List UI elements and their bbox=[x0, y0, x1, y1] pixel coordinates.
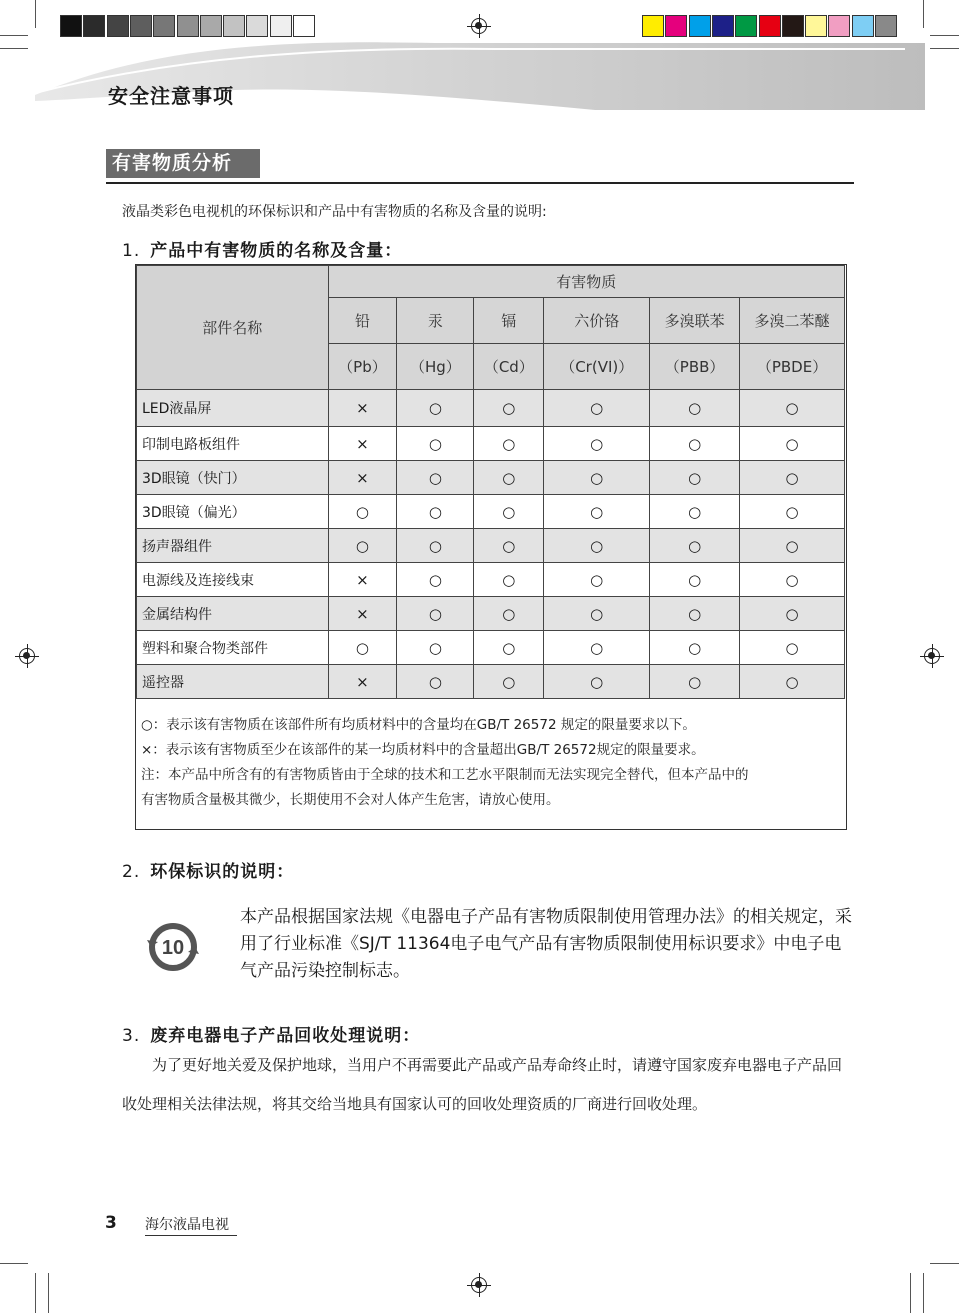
substance-mark-cell: ○ bbox=[397, 427, 474, 461]
registration-mark-icon bbox=[471, 18, 487, 34]
trim-mark bbox=[0, 48, 28, 49]
table-row bbox=[137, 631, 845, 665]
substance-mark-cell: ○ bbox=[474, 529, 544, 563]
color-swatch bbox=[828, 15, 850, 37]
color-swatch bbox=[83, 15, 105, 37]
substance-mark-cell: ○ bbox=[740, 427, 845, 461]
substance-mark-cell: ○ bbox=[740, 461, 845, 495]
section-2-heading bbox=[122, 857, 294, 882]
table-notes bbox=[141, 713, 841, 813]
footer-rule bbox=[145, 1235, 237, 1236]
color-swatch bbox=[153, 15, 175, 37]
substance-mark-cell: ○ bbox=[474, 631, 544, 665]
part-name-cell: 印制电路板组件 bbox=[137, 427, 329, 461]
part-name-cell: 电源线及连接线束 bbox=[137, 563, 329, 597]
trim-mark bbox=[35, 1273, 36, 1313]
substance-mark-cell: ○ bbox=[397, 390, 474, 427]
substance-mark-cell: ○ bbox=[397, 461, 474, 495]
color-swatch bbox=[246, 15, 268, 37]
trim-mark bbox=[910, 1273, 911, 1313]
substance-symbol: （Cd） bbox=[474, 344, 544, 390]
substance-mark-cell: ○ bbox=[397, 495, 474, 529]
table-row bbox=[137, 427, 845, 461]
color-swatch bbox=[177, 15, 199, 37]
substance-mark-cell: ○ bbox=[544, 495, 650, 529]
hazard-table bbox=[135, 264, 847, 830]
table-row bbox=[137, 563, 845, 597]
substance-mark-cell: ○ bbox=[397, 597, 474, 631]
table-row bbox=[137, 597, 845, 631]
substance-mark-cell: × bbox=[328, 665, 397, 699]
part-name-cell: 扬声器组件 bbox=[137, 529, 329, 563]
substance-mark-cell: ○ bbox=[544, 597, 650, 631]
substance-mark-cell: ○ bbox=[650, 597, 740, 631]
substance-mark-cell: ○ bbox=[544, 461, 650, 495]
section-2-number: 2. bbox=[122, 862, 141, 882]
color-swatch bbox=[642, 15, 664, 37]
substance-symbol: （PBB） bbox=[650, 344, 740, 390]
table-row bbox=[137, 390, 845, 427]
registration-mark-icon bbox=[19, 648, 35, 664]
part-name-cell: 3D眼镜（偏光） bbox=[137, 495, 329, 529]
section-divider bbox=[106, 182, 854, 184]
color-swatch bbox=[805, 15, 827, 37]
substance-mark-cell: × bbox=[328, 597, 397, 631]
substance-header: 多溴二苯醚 bbox=[740, 298, 845, 344]
section-tag: 有害物质分析 bbox=[106, 149, 260, 178]
substance-mark-cell: ○ bbox=[740, 631, 845, 665]
section-3-title: 废弃电器电子产品回收处理说明： bbox=[150, 1026, 421, 1046]
substance-mark-cell: ○ bbox=[740, 529, 845, 563]
section-3-text: 为了更好地关爱及保护地球，当用户不再需要此产品或产品寿命终止时，请遵守国家废弃电器电子产品回收处理相关法律法规，将其交给当地具有国家认可的回收处理资质的厂商进行回收处理。 bbox=[122, 1056, 843, 1113]
trim-mark bbox=[930, 48, 959, 49]
substance-mark-cell: ○ bbox=[650, 529, 740, 563]
substance-symbol: （PBDE） bbox=[740, 344, 845, 390]
substance-mark-cell: ○ bbox=[740, 597, 845, 631]
section-3-number: 3. bbox=[122, 1026, 141, 1046]
table-row bbox=[137, 461, 845, 495]
footer-brand: 海尔液晶电视 bbox=[145, 1217, 229, 1233]
page-number: 3 bbox=[105, 1213, 117, 1233]
substance-mark-cell: ○ bbox=[397, 665, 474, 699]
color-swatch bbox=[665, 15, 687, 37]
trim-mark bbox=[923, 1273, 924, 1313]
trim-mark bbox=[48, 1273, 49, 1313]
section-2-title: 环保标识的说明： bbox=[150, 862, 295, 882]
substance-mark-cell: ○ bbox=[474, 427, 544, 461]
substance-mark-cell: ○ bbox=[474, 563, 544, 597]
trim-mark bbox=[930, 35, 959, 36]
substance-symbol: （Cr(VI)） bbox=[544, 344, 650, 390]
trim-mark bbox=[930, 1263, 959, 1264]
color-swatch bbox=[875, 15, 897, 37]
substance-mark-cell: ○ bbox=[544, 563, 650, 597]
substance-mark-cell: ○ bbox=[740, 665, 845, 699]
section-2-text: 本产品根据国家法规《电器电子产品有害物质限制使用管理办法》的相关规定，采用了行业标准《SJ/T 11364电子电气产品有害物质限制使用标识要求》中电子电气产品污染控制标志。 bbox=[240, 907, 852, 981]
substance-mark-cell: ○ bbox=[328, 631, 397, 665]
substance-mark-cell: ○ bbox=[650, 665, 740, 699]
color-swatch bbox=[735, 15, 757, 37]
substance-symbol: （Hg） bbox=[397, 344, 474, 390]
color-swatch bbox=[223, 15, 245, 37]
substance-mark-cell: ○ bbox=[544, 529, 650, 563]
color-swatch bbox=[200, 15, 222, 37]
section-1-title: 产品中有害物质的名称及含量： bbox=[150, 241, 403, 261]
note-line: ×：表示该有害物质至少在该部件的某一均质材料中的含量超出GB/T 26572规定的限量要求。 bbox=[141, 742, 705, 758]
substance-mark-cell: ○ bbox=[397, 631, 474, 665]
substance-header: 镉 bbox=[474, 298, 544, 344]
registration-mark-icon bbox=[471, 1277, 487, 1293]
environmental-protection-period-icon bbox=[146, 920, 200, 974]
substance-mark-cell: ○ bbox=[474, 665, 544, 699]
part-column-header: 部件名称 bbox=[137, 266, 329, 390]
eco-icon-label: 10 bbox=[161, 937, 185, 959]
note-line: 注：本产品中所含有的有害物质皆由于全球的技术和工艺水平限制而无法实现完全替代，但本产品中的 bbox=[141, 767, 749, 783]
substance-header: 六价铬 bbox=[544, 298, 650, 344]
table-row bbox=[137, 529, 845, 563]
substance-mark-cell: ○ bbox=[328, 529, 397, 563]
part-name-cell: LED液晶屏 bbox=[137, 390, 329, 427]
part-name-cell: 塑料和聚合物类部件 bbox=[137, 631, 329, 665]
substance-mark-cell: × bbox=[328, 390, 397, 427]
color-swatch bbox=[60, 15, 82, 37]
substance-header: 铅 bbox=[328, 298, 397, 344]
note-line: 有害物质含量极其微少，长期使用不会对人体产生危害，请放心使用。 bbox=[141, 792, 560, 808]
color-swatch bbox=[689, 15, 711, 37]
substance-mark-cell: ○ bbox=[650, 631, 740, 665]
color-swatch bbox=[270, 15, 292, 37]
substance-mark-cell: × bbox=[328, 427, 397, 461]
section-1-number: 1. bbox=[122, 241, 141, 261]
registration-mark-icon bbox=[924, 648, 940, 664]
substance-mark-cell: ○ bbox=[397, 529, 474, 563]
substance-mark-cell: ○ bbox=[474, 390, 544, 427]
part-name-cell: 遥控器 bbox=[137, 665, 329, 699]
intro-text: 液晶类彩色电视机的环保标识和产品中有害物质的名称及含量的说明: bbox=[122, 204, 547, 220]
table-row bbox=[137, 495, 845, 529]
color-swatch bbox=[782, 15, 804, 37]
substance-header: 多溴联苯 bbox=[650, 298, 740, 344]
section-3-heading bbox=[122, 1021, 420, 1046]
color-swatch bbox=[293, 15, 315, 37]
substance-mark-cell: ○ bbox=[544, 665, 650, 699]
color-swatch bbox=[712, 15, 734, 37]
substance-mark-cell: ○ bbox=[474, 495, 544, 529]
substance-mark-cell: ○ bbox=[740, 563, 845, 597]
substance-mark-cell: ○ bbox=[328, 495, 397, 529]
color-swatch bbox=[130, 15, 152, 37]
trim-mark bbox=[35, 0, 36, 28]
substance-mark-cell: ○ bbox=[650, 390, 740, 427]
substance-group-header: 有害物质 bbox=[328, 266, 845, 298]
substance-mark-cell: ○ bbox=[474, 597, 544, 631]
substance-mark-cell: × bbox=[328, 563, 397, 597]
part-name-cell: 金属结构件 bbox=[137, 597, 329, 631]
substance-mark-cell: ○ bbox=[474, 461, 544, 495]
substance-symbol: （Pb） bbox=[328, 344, 397, 390]
substance-header: 汞 bbox=[397, 298, 474, 344]
substance-mark-cell: ○ bbox=[650, 461, 740, 495]
substance-mark-cell: ○ bbox=[544, 427, 650, 461]
color-swatch bbox=[759, 15, 781, 37]
substance-mark-cell: ○ bbox=[544, 390, 650, 427]
page-header-title: 安全注意事项 bbox=[108, 84, 234, 108]
trim-mark bbox=[0, 1263, 28, 1264]
section-1-heading bbox=[122, 236, 402, 261]
substance-mark-cell: ○ bbox=[544, 631, 650, 665]
table-row bbox=[137, 665, 845, 699]
substance-mark-cell: ○ bbox=[650, 427, 740, 461]
part-name-cell: 3D眼镜（快门） bbox=[137, 461, 329, 495]
trim-mark bbox=[0, 35, 28, 36]
substance-mark-cell: × bbox=[328, 461, 397, 495]
substance-mark-cell: ○ bbox=[740, 390, 845, 427]
color-swatch bbox=[107, 15, 129, 37]
color-swatch bbox=[852, 15, 874, 37]
trim-mark bbox=[923, 0, 924, 28]
substance-mark-cell: ○ bbox=[650, 495, 740, 529]
note-line: ○：表示该有害物质在该部件所有均质材料中的含量均在GB/T 26572 规定的限量要求以下。 bbox=[141, 717, 696, 733]
substance-mark-cell: ○ bbox=[650, 563, 740, 597]
substance-mark-cell: ○ bbox=[397, 563, 474, 597]
substance-mark-cell: ○ bbox=[740, 495, 845, 529]
